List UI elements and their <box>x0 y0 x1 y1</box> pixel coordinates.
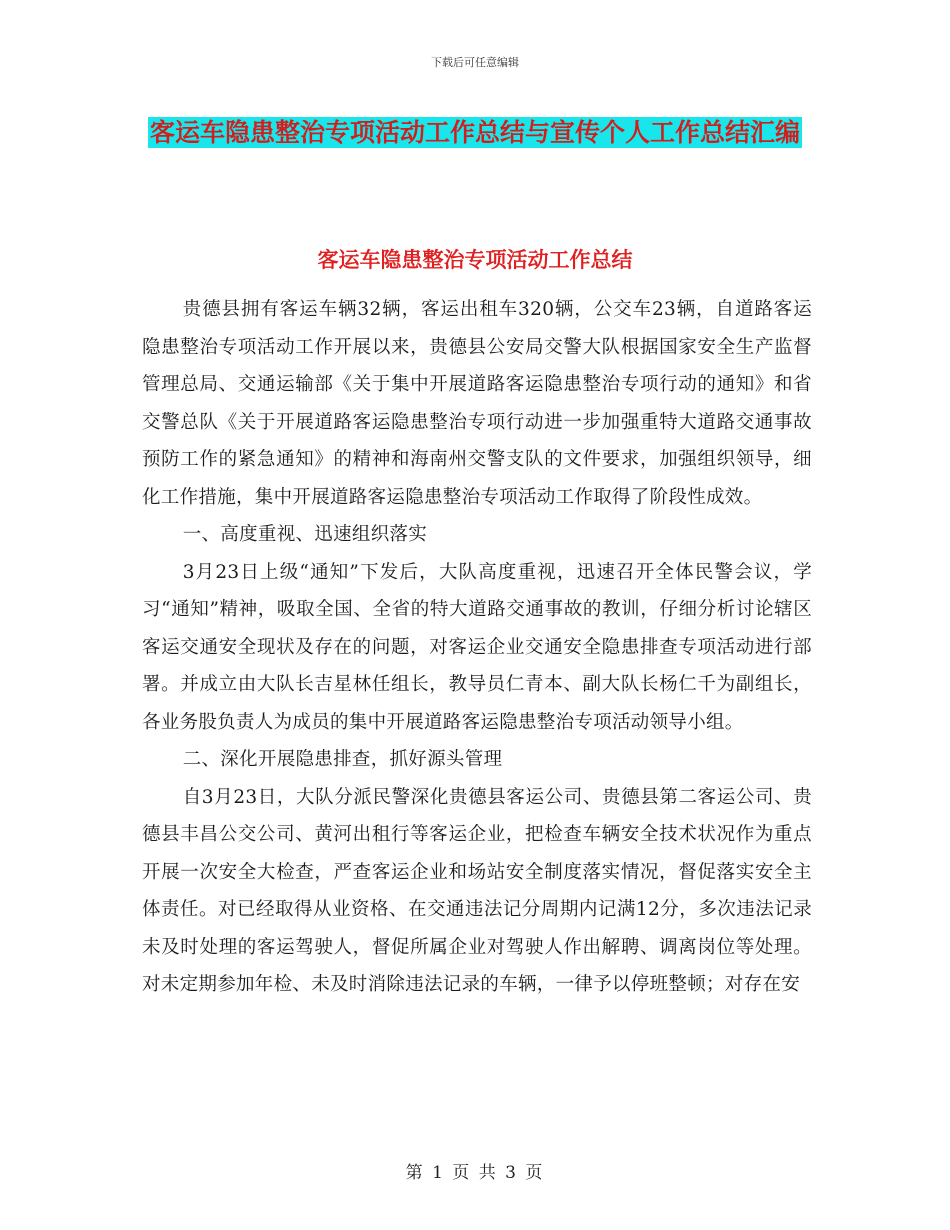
paragraph-intro: 贵德县拥有客运车辆32辆，客运出租车320辆，公交车23辆，自道路客运隐患整治专项活动工作开展以来，贵德县公安局交警大队根据国家安全生产监督管理总局、交通运输部《关于集中开展道路客运隐患整治专项行动的通知》和省交警总队《关于开展道路客运隐患整治专项行动进一步加强重特大道路交通事故预防工作的紧急通知》的精神和海南州交警支队的文件要求，加强组织领导，细化工作措施，集中开展道路客运隐患整治专项活动工作取得了阶段性成效。 <box>142 299 812 508</box>
paragraph-part-one: 3月23日上级“通知”下发后，大队高度重视，迅速召开全体民警会议，学习“通知”精神，吸取全国、全省的特大道路交通事故的教训，仔细分析讨论辖区客运交通安全现状及存在的问题，对客运企业交通安全隐患排查专项活动进行部署。并成立由大队长吉星林任组长，教导员仁青本、副大队长杨仁千为副组长，各业务股负责人为成员的集中开展道路客运隐患整治专项活动领导小组。 <box>142 561 812 733</box>
document-title-text: 客运车隐患整治专项活动工作总结与宣传个人工作总结汇编 <box>149 118 800 147</box>
page-number: 第 1 页 共 3 页 <box>405 1163 545 1183</box>
section-title: 客运车隐患整治专项活动工作总结 <box>317 247 633 272</box>
page-header-note: 下载后可任意编辑 <box>431 56 519 69</box>
document-title <box>140 108 810 158</box>
heading-part-two: 二、深化开展隐患排查，抓好源头管理 <box>182 749 503 770</box>
document-body <box>142 291 812 1004</box>
paragraph-part-two: 自3月23日，大队分派民警深化贵德县客运公司、贵德县第二客运公司、贵德县丰昌公交公司、黄河出租行等客运企业，把检查车辆安全技术状况作为重点开展一次安全大检查，严查客运企业和场站安全制度落实情况，督促落实安全主体责任。对已经取得从业资格、在交通违法记分周期内记满12分，多次违法记录未及时处理的客运驾驶人，督促所属企业对驾驶人作出解聘、调离岗位等处理。对未定期参加年检、未及时消除违法记录的车辆，一律予以停班整顿；对存在安 <box>142 786 812 995</box>
heading-part-one: 一、高度重视、迅速组织落实 <box>182 524 428 545</box>
